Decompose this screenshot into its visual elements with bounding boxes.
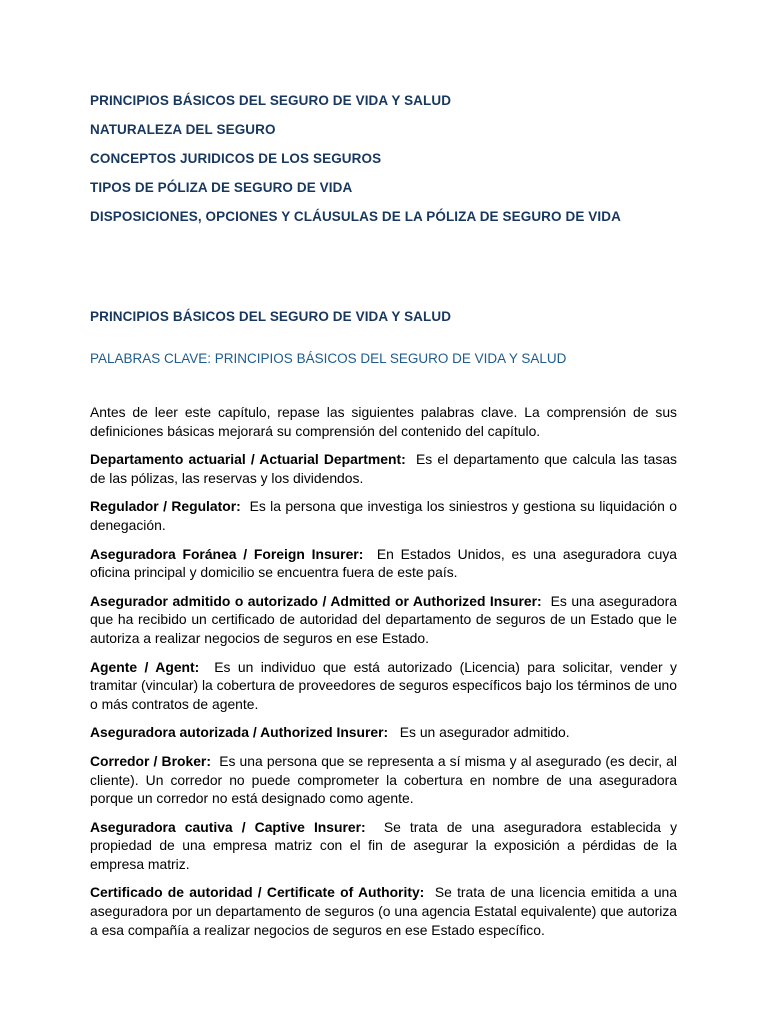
definition-paragraph: [90, 818, 677, 874]
toc-item: DISPOSICIONES, OPCIONES Y CLÁUSULAS DE LA PÓLIZA DE SEGURO DE VIDA: [90, 209, 621, 224]
definition-paragraph: [90, 658, 677, 714]
definition-term: Regulador / Regulator:: [90, 498, 241, 515]
definition-paragraph: [90, 450, 677, 487]
definition-text: Es la persona que investiga los siniestros y gestiona su liquidación o denegación.: [90, 498, 677, 533]
definition-text: Es el departamento que calcula las tasas de las pólizas, las reservas y los dividendos.: [90, 451, 677, 486]
definition-term: Aseguradora autorizada / Authorized Insurer:: [90, 724, 389, 741]
definition-text: Es una aseguradora que ha recibido un certificado de autoridad del departamento de seguros de un Estado que le autoriza a realizar negocios de seguros en ese Estado.: [90, 592, 677, 646]
definition-text: Es un asegurador admitido.: [399, 724, 570, 741]
definition-paragraph: [90, 545, 677, 582]
toc-item: TIPOS DE PÓLIZA DE SEGURO DE VIDA: [90, 180, 353, 195]
table-of-contents: [90, 92, 690, 237]
toc-item: CONCEPTOS JURIDICOS DE LOS SEGUROS: [90, 151, 382, 166]
definition-text: Es una persona que se representa a sí misma y al asegurado (es decir, al cliente). Un corredor no puede comprometer la cobertura en nombre de una aseguradora porque un corredor no está designado como agente.: [90, 752, 677, 807]
definition-term: Agente / Agent:: [90, 658, 200, 675]
definition-term: Departamento actuarial / Actuarial Department:: [90, 451, 406, 468]
toc-item: PRINCIPIOS BÁSICOS DEL SEGURO DE VIDA Y SALUD: [90, 93, 452, 108]
definition-term: Certificado de autoridad / Certificate of Authority:: [90, 884, 425, 901]
document-body: [90, 403, 677, 949]
section-title: PRINCIPIOS BÁSICOS DEL SEGURO DE VIDA Y SALUD: [90, 309, 452, 324]
definition-paragraph: [90, 497, 677, 534]
definition-paragraph: [90, 752, 677, 808]
definition-text: Se trata de una aseguradora establecida y propiedad de una empresa matriz con el fin de asegurar la exposición a pérdidas de la empresa matriz.: [90, 818, 678, 872]
toc-item: NATURALEZA DEL SEGURO: [90, 122, 276, 137]
definition-term: Aseguradora Foránea / Foreign Insurer:: [90, 545, 364, 562]
intro-paragraph: Antes de leer este capítulo, repase las siguientes palabras clave. La comprensión de sus definiciones básicas mejorará su comprensión del contenido del capítulo.: [90, 404, 677, 439]
definition-term: Aseguradora cautiva / Captive Insurer:: [90, 818, 366, 835]
definition-paragraph: [90, 723, 677, 742]
definition-text: Se trata de una licencia emitida a una aseguradora por un departamento de seguros (o una agencia Estatal equivalente) que autoriza a esa compañía a realizar negocios de seguros en ese Estado específico.: [90, 884, 678, 938]
definition-term: Corredor / Broker:: [90, 752, 211, 769]
section-subtitle: PALABRAS CLAVE: PRINCIPIOS BÁSICOS DEL SEGURO DE VIDA Y SALUD: [90, 351, 567, 366]
definition-text: En Estados Unidos, es una aseguradora cuya oficina principal y domicilio se encuentra fuera de este país.: [90, 545, 678, 581]
definition-paragraph: [90, 883, 677, 939]
definition-term: Asegurador admitido o autorizado / Admitted or Authorized Insurer:: [90, 592, 542, 609]
definition-paragraph: [90, 592, 677, 648]
definition-text: Es un individuo que está autorizado (Licencia) para solicitar, vender y tramitar (vincular) la cobertura de proveedores de seguros específicos bajo los términos de uno o más contratos de agente.: [90, 658, 678, 712]
